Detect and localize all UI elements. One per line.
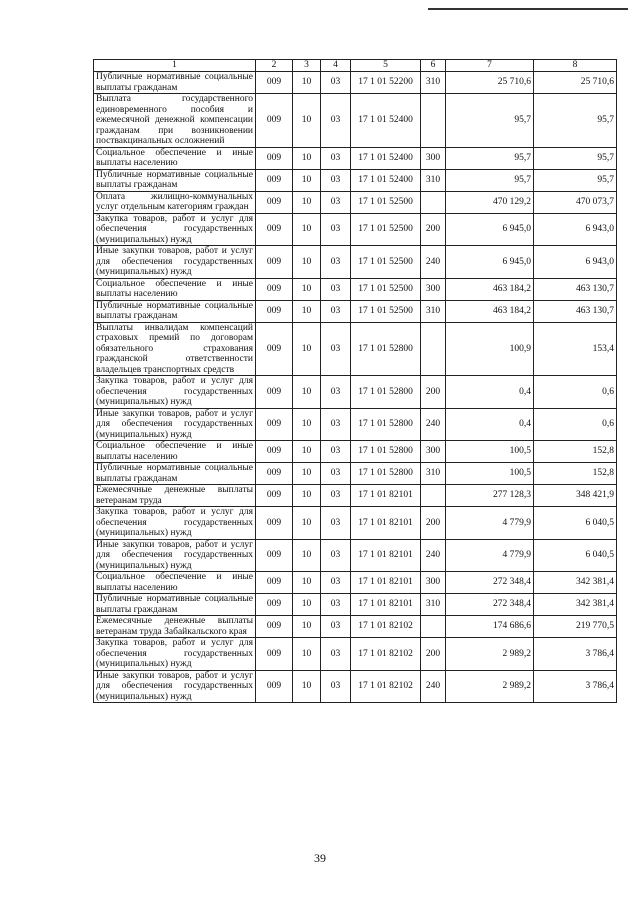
row-name: Публичные нормативные социальные выплаты гражданам bbox=[94, 594, 256, 616]
table-row bbox=[94, 147, 617, 169]
cell-pr: 03 bbox=[321, 300, 351, 322]
cell-amount-2: 95,7 bbox=[534, 169, 617, 191]
cell-vr: 300 bbox=[421, 278, 446, 300]
cell-amount-1: 2 989,2 bbox=[446, 670, 534, 703]
cell-rz: 10 bbox=[293, 147, 321, 169]
cell-amount-1: 272 348,4 bbox=[446, 594, 534, 616]
table-row bbox=[94, 72, 617, 94]
cell-amount-2: 25 710,6 bbox=[534, 72, 617, 94]
cell-rz: 10 bbox=[293, 94, 321, 148]
table-row bbox=[94, 408, 617, 441]
cell-rz: 10 bbox=[293, 539, 321, 572]
cell-rz: 10 bbox=[293, 616, 321, 638]
cell-amount-1: 277 128,3 bbox=[446, 485, 534, 507]
table-row bbox=[94, 278, 617, 300]
cell-csr: 17 1 01 52500 bbox=[351, 246, 421, 279]
cell-amount-1: 95,7 bbox=[446, 94, 534, 148]
cell-csr: 17 1 01 52500 bbox=[351, 191, 421, 213]
table-row bbox=[94, 322, 617, 376]
cell-gr: 009 bbox=[256, 169, 293, 191]
cell-gr: 009 bbox=[256, 300, 293, 322]
table-row bbox=[94, 507, 617, 540]
row-name: Социальное обеспечение и иные выплаты населению bbox=[94, 147, 256, 169]
cell-csr: 17 1 01 82101 bbox=[351, 594, 421, 616]
cell-pr: 03 bbox=[321, 485, 351, 507]
cell-rz: 10 bbox=[293, 670, 321, 703]
row-name: Публичные нормативные социальные выплаты гражданам bbox=[94, 72, 256, 94]
cell-gr: 009 bbox=[256, 572, 293, 594]
cell-amount-1: 25 710,6 bbox=[446, 72, 534, 94]
header-row bbox=[94, 60, 617, 72]
cell-amount-2: 95,7 bbox=[534, 94, 617, 148]
table-row bbox=[94, 594, 617, 616]
cell-rz: 10 bbox=[293, 408, 321, 441]
header-cell: 2 bbox=[256, 60, 293, 72]
header-cell: 1 bbox=[94, 60, 256, 72]
cell-csr: 17 1 01 52800 bbox=[351, 376, 421, 409]
cell-amount-2: 463 130,7 bbox=[534, 278, 617, 300]
cell-amount-1: 2 989,2 bbox=[446, 638, 534, 671]
row-name: Выплаты инвалидам компенсаций страховых премий по договорам обязательного страхования гражданской ответственности владельцев транспортных средств bbox=[94, 322, 256, 376]
row-name: Публичные нормативные социальные выплаты гражданам bbox=[94, 300, 256, 322]
cell-amount-2: 152,8 bbox=[534, 463, 617, 485]
cell-csr: 17 1 01 82102 bbox=[351, 638, 421, 671]
cell-csr: 17 1 01 52200 bbox=[351, 72, 421, 94]
cell-amount-1: 95,7 bbox=[446, 169, 534, 191]
cell-gr: 009 bbox=[256, 670, 293, 703]
cell-amount-1: 100,9 bbox=[446, 322, 534, 376]
cell-amount-1: 6 945,0 bbox=[446, 213, 534, 246]
cell-amount-2: 95,7 bbox=[534, 147, 617, 169]
cell-csr: 17 1 01 52500 bbox=[351, 300, 421, 322]
row-name: Социальное обеспечение и иные выплаты населению bbox=[94, 572, 256, 594]
table-row bbox=[94, 539, 617, 572]
header-cell: 5 bbox=[351, 60, 421, 72]
table-row bbox=[94, 463, 617, 485]
cell-amount-2: 219 770,5 bbox=[534, 616, 617, 638]
cell-gr: 009 bbox=[256, 616, 293, 638]
cell-amount-1: 100,5 bbox=[446, 463, 534, 485]
cell-csr: 17 1 01 52800 bbox=[351, 408, 421, 441]
row-name: Публичные нормативные социальные выплаты гражданам bbox=[94, 169, 256, 191]
row-name: Закупка товаров, работ и услуг для обеспечения государственных (муниципальных) нужд bbox=[94, 638, 256, 671]
cell-vr: 310 bbox=[421, 300, 446, 322]
cell-vr: 240 bbox=[421, 670, 446, 703]
cell-gr: 009 bbox=[256, 638, 293, 671]
cell-pr: 03 bbox=[321, 246, 351, 279]
cell-amount-1: 272 348,4 bbox=[446, 572, 534, 594]
cell-rz: 10 bbox=[293, 638, 321, 671]
cell-amount-1: 0,4 bbox=[446, 408, 534, 441]
cell-amount-1: 174 686,6 bbox=[446, 616, 534, 638]
cell-gr: 009 bbox=[256, 72, 293, 94]
row-name: Закупка товаров, работ и услуг для обеспечения государственных (муниципальных) нужд bbox=[94, 507, 256, 540]
header-cell: 7 bbox=[446, 60, 534, 72]
cell-amount-1: 4 779,9 bbox=[446, 507, 534, 540]
cell-rz: 10 bbox=[293, 376, 321, 409]
cell-vr: 240 bbox=[421, 246, 446, 279]
header-cell: 3 bbox=[293, 60, 321, 72]
cell-amount-2: 6 943,0 bbox=[534, 246, 617, 279]
cell-vr: 300 bbox=[421, 147, 446, 169]
cell-rz: 10 bbox=[293, 72, 321, 94]
cell-amount-2: 342 381,4 bbox=[534, 572, 617, 594]
cell-pr: 03 bbox=[321, 147, 351, 169]
cell-vr: 200 bbox=[421, 376, 446, 409]
cell-pr: 03 bbox=[321, 572, 351, 594]
row-name: Социальное обеспечение и иные выплаты населению bbox=[94, 441, 256, 463]
cell-amount-2: 463 130,7 bbox=[534, 300, 617, 322]
cell-pr: 03 bbox=[321, 322, 351, 376]
cell-pr: 03 bbox=[321, 94, 351, 148]
cell-gr: 009 bbox=[256, 408, 293, 441]
cell-rz: 10 bbox=[293, 322, 321, 376]
cell-rz: 10 bbox=[293, 213, 321, 246]
cell-amount-2: 6 040,5 bbox=[534, 539, 617, 572]
cell-amount-2: 3 786,4 bbox=[534, 638, 617, 671]
row-name: Иные закупки товаров, работ и услуг для обеспечения государственных (муниципальных) нужд bbox=[94, 670, 256, 703]
table-row bbox=[94, 572, 617, 594]
cell-rz: 10 bbox=[293, 246, 321, 279]
row-name: Иные закупки товаров, работ и услуг для обеспечения государственных (муниципальных) нужд bbox=[94, 539, 256, 572]
top-rule bbox=[428, 8, 628, 10]
cell-vr: 310 bbox=[421, 72, 446, 94]
cell-gr: 009 bbox=[256, 246, 293, 279]
cell-csr: 17 1 01 82101 bbox=[351, 507, 421, 540]
cell-pr: 03 bbox=[321, 169, 351, 191]
cell-amount-1: 470 129,2 bbox=[446, 191, 534, 213]
cell-csr: 17 1 01 52500 bbox=[351, 278, 421, 300]
cell-amount-2: 348 421,9 bbox=[534, 485, 617, 507]
cell-gr: 009 bbox=[256, 441, 293, 463]
row-name: Оплата жилищно-коммунальных услуг отдельным категориям граждан bbox=[94, 191, 256, 213]
cell-vr: 240 bbox=[421, 539, 446, 572]
cell-vr: 240 bbox=[421, 408, 446, 441]
row-name: Иные закупки товаров, работ и услуг для обеспечения государственных (муниципальных) нужд bbox=[94, 408, 256, 441]
cell-pr: 03 bbox=[321, 507, 351, 540]
cell-pr: 03 bbox=[321, 539, 351, 572]
cell-amount-2: 6 040,5 bbox=[534, 507, 617, 540]
cell-csr: 17 1 01 82102 bbox=[351, 616, 421, 638]
table-row bbox=[94, 191, 617, 213]
cell-rz: 10 bbox=[293, 441, 321, 463]
cell-csr: 17 1 01 82101 bbox=[351, 539, 421, 572]
table-row bbox=[94, 169, 617, 191]
row-name: Закупка товаров, работ и услуг для обеспечения государственных (муниципальных) нужд bbox=[94, 213, 256, 246]
cell-amount-2: 153,4 bbox=[534, 322, 617, 376]
cell-vr bbox=[421, 616, 446, 638]
cell-gr: 009 bbox=[256, 213, 293, 246]
cell-gr: 009 bbox=[256, 539, 293, 572]
cell-vr: 310 bbox=[421, 169, 446, 191]
cell-amount-1: 100,5 bbox=[446, 441, 534, 463]
cell-pr: 03 bbox=[321, 594, 351, 616]
cell-rz: 10 bbox=[293, 191, 321, 213]
cell-amount-2: 0,6 bbox=[534, 376, 617, 409]
cell-amount-2: 152,8 bbox=[534, 441, 617, 463]
cell-vr bbox=[421, 191, 446, 213]
table-row bbox=[94, 441, 617, 463]
header-cell: 6 bbox=[421, 60, 446, 72]
cell-amount-1: 0,4 bbox=[446, 376, 534, 409]
cell-pr: 03 bbox=[321, 670, 351, 703]
cell-rz: 10 bbox=[293, 594, 321, 616]
cell-rz: 10 bbox=[293, 485, 321, 507]
cell-rz: 10 bbox=[293, 278, 321, 300]
cell-pr: 03 bbox=[321, 278, 351, 300]
header-cell: 8 bbox=[534, 60, 617, 72]
cell-vr: 200 bbox=[421, 507, 446, 540]
table-row bbox=[94, 94, 617, 148]
table-row bbox=[94, 246, 617, 279]
cell-amount-2: 6 943,0 bbox=[534, 213, 617, 246]
cell-rz: 10 bbox=[293, 463, 321, 485]
cell-amount-2: 0,6 bbox=[534, 408, 617, 441]
row-name: Социальное обеспечение и иные выплаты населению bbox=[94, 278, 256, 300]
row-name: Выплата государственного единовременного пособия и ежемесячной денежной компенсации гражданам при возникновении поствакцинальных осложнений bbox=[94, 94, 256, 148]
row-name: Публичные нормативные социальные выплаты гражданам bbox=[94, 463, 256, 485]
row-name: Иные закупки товаров, работ и услуг для обеспечения государственных (муниципальных) нужд bbox=[94, 246, 256, 279]
cell-csr: 17 1 01 52400 bbox=[351, 169, 421, 191]
row-name: Ежемесячные денежные выплаты ветеранам труда bbox=[94, 485, 256, 507]
cell-gr: 009 bbox=[256, 507, 293, 540]
cell-csr: 17 1 01 82101 bbox=[351, 572, 421, 594]
header-cell: 4 bbox=[321, 60, 351, 72]
page-number: 39 bbox=[314, 851, 326, 865]
row-name: Закупка товаров, работ и услуг для обеспечения государственных (муниципальных) нужд bbox=[94, 376, 256, 409]
table-row bbox=[94, 638, 617, 671]
budget-table bbox=[93, 59, 617, 703]
cell-amount-1: 463 184,2 bbox=[446, 278, 534, 300]
cell-amount-1: 463 184,2 bbox=[446, 300, 534, 322]
cell-vr bbox=[421, 485, 446, 507]
cell-vr: 300 bbox=[421, 441, 446, 463]
cell-vr bbox=[421, 322, 446, 376]
cell-vr: 200 bbox=[421, 638, 446, 671]
cell-gr: 009 bbox=[256, 463, 293, 485]
cell-gr: 009 bbox=[256, 278, 293, 300]
cell-vr: 200 bbox=[421, 213, 446, 246]
cell-amount-2: 342 381,4 bbox=[534, 594, 617, 616]
cell-pr: 03 bbox=[321, 72, 351, 94]
cell-pr: 03 bbox=[321, 191, 351, 213]
table-row bbox=[94, 213, 617, 246]
cell-pr: 03 bbox=[321, 616, 351, 638]
cell-gr: 009 bbox=[256, 147, 293, 169]
cell-vr: 310 bbox=[421, 594, 446, 616]
cell-amount-2: 3 786,4 bbox=[534, 670, 617, 703]
cell-csr: 17 1 01 52400 bbox=[351, 147, 421, 169]
cell-gr: 009 bbox=[256, 376, 293, 409]
cell-amount-1: 4 779,9 bbox=[446, 539, 534, 572]
cell-amount-1: 95,7 bbox=[446, 147, 534, 169]
cell-pr: 03 bbox=[321, 441, 351, 463]
table-row bbox=[94, 376, 617, 409]
table-row bbox=[94, 616, 617, 638]
cell-pr: 03 bbox=[321, 408, 351, 441]
row-name: Ежемесячные денежные выплаты ветеранам труда Забайкальского края bbox=[94, 616, 256, 638]
cell-gr: 009 bbox=[256, 191, 293, 213]
cell-gr: 009 bbox=[256, 322, 293, 376]
cell-pr: 03 bbox=[321, 638, 351, 671]
cell-csr: 17 1 01 82101 bbox=[351, 485, 421, 507]
cell-rz: 10 bbox=[293, 572, 321, 594]
cell-rz: 10 bbox=[293, 300, 321, 322]
cell-csr: 17 1 01 52800 bbox=[351, 463, 421, 485]
cell-amount-1: 6 945,0 bbox=[446, 246, 534, 279]
table-row bbox=[94, 670, 617, 703]
cell-gr: 009 bbox=[256, 94, 293, 148]
cell-gr: 009 bbox=[256, 594, 293, 616]
table-row bbox=[94, 300, 617, 322]
cell-pr: 03 bbox=[321, 463, 351, 485]
cell-pr: 03 bbox=[321, 213, 351, 246]
cell-rz: 10 bbox=[293, 507, 321, 540]
table-row bbox=[94, 485, 617, 507]
cell-rz: 10 bbox=[293, 169, 321, 191]
cell-amount-2: 470 073,7 bbox=[534, 191, 617, 213]
cell-vr: 310 bbox=[421, 463, 446, 485]
cell-csr: 17 1 01 52800 bbox=[351, 441, 421, 463]
cell-pr: 03 bbox=[321, 376, 351, 409]
cell-csr: 17 1 01 82102 bbox=[351, 670, 421, 703]
cell-csr: 17 1 01 52400 bbox=[351, 94, 421, 148]
cell-gr: 009 bbox=[256, 485, 293, 507]
cell-vr bbox=[421, 94, 446, 148]
cell-csr: 17 1 01 52800 bbox=[351, 322, 421, 376]
cell-csr: 17 1 01 52500 bbox=[351, 213, 421, 246]
cell-vr: 300 bbox=[421, 572, 446, 594]
